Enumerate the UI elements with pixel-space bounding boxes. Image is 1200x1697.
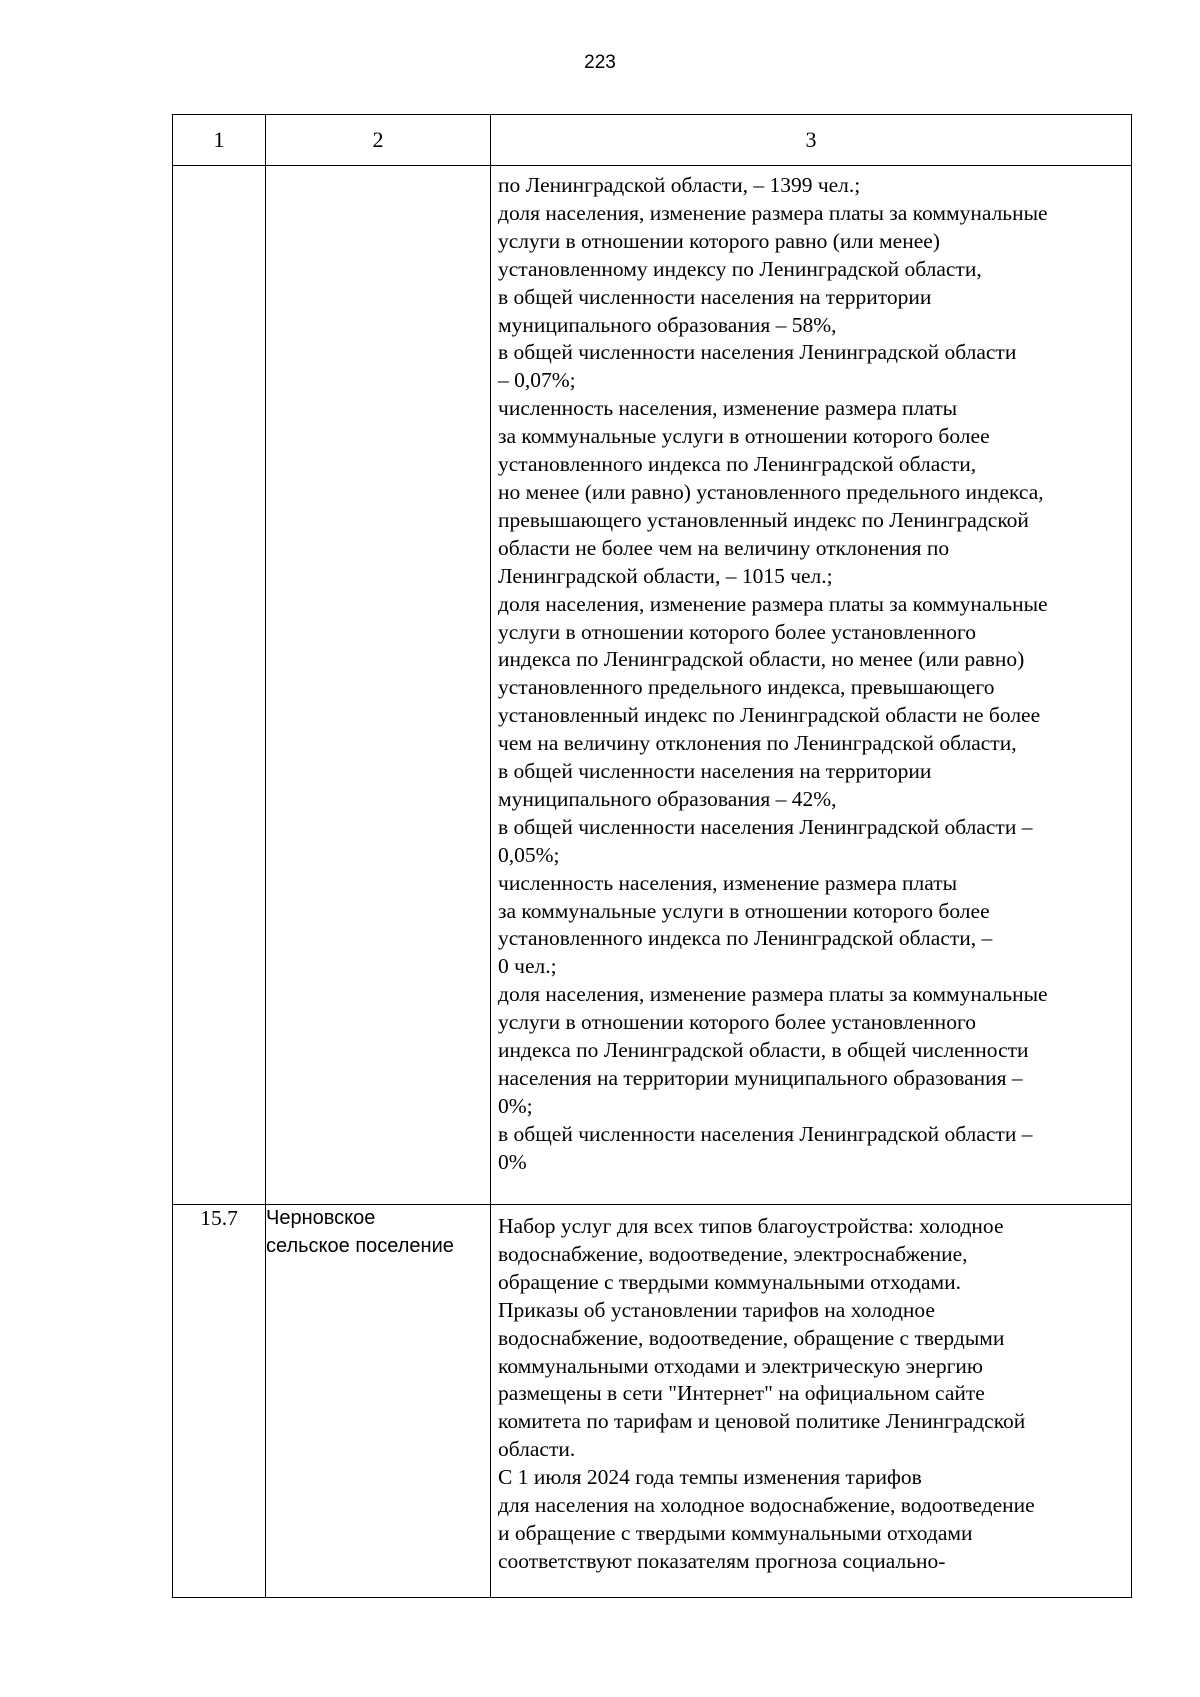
- text-line: муниципального образования – 58%,: [498, 312, 837, 337]
- text-line: в общей численности населения на территории: [498, 759, 932, 784]
- text-line: населения на территории муниципального образования –: [498, 1066, 1023, 1090]
- text-line: численность населения, изменение размера платы: [498, 396, 958, 421]
- table-header-row: [173, 115, 1132, 166]
- text-line: – 0,07%;: [498, 368, 576, 393]
- description-lines: [491, 1205, 1131, 1582]
- text-line: размещены в сети "Интернет" на официальном сайте: [498, 1381, 985, 1406]
- row-number: [173, 166, 266, 1205]
- text-line: в общей численности населения Ленинградской области –: [498, 1121, 1033, 1146]
- text-line: и обращение с твердыми коммунальными отходами: [498, 1520, 973, 1545]
- text-line: 0,05%;: [498, 842, 560, 867]
- text-line: за коммунальные услуги в отношении которого более: [498, 424, 990, 449]
- text-line: комитета по тарифам и ценовой политике Ленинградской: [498, 1409, 1026, 1434]
- text-line: доля населения, изменение размера платы за коммунальные: [498, 591, 1048, 616]
- text-line: услуги в отношении которого равно (или менее): [498, 228, 940, 253]
- text-line: 0%: [498, 1149, 527, 1174]
- text-line: для населения на холодное водоснабжение, водоотведение: [498, 1493, 1035, 1518]
- text-line: обращение с твердыми коммунальными отходами.: [498, 1269, 961, 1294]
- column-header-3: 3: [491, 115, 1132, 166]
- text-line: индекса по Ленинградской области, но менее (или равно): [498, 647, 1025, 672]
- text-line: доля населения, изменение размера платы за коммунальные: [498, 200, 1048, 225]
- text-line: чем на величину отклонения по Ленинградской области,: [498, 731, 1017, 756]
- text-line: Ленинградской области, – 1015 чел.;: [498, 563, 833, 588]
- text-line: превышающего установленный индекс по Ленинградской: [498, 507, 1029, 532]
- row-description: [491, 1205, 1132, 1598]
- text-line: водоснабжение, водоотведение, электроснабжение,: [498, 1241, 968, 1266]
- settlement-name-line: Черновское: [266, 1207, 376, 1229]
- text-line: водоснабжение, водоотведение, обращение с твердыми: [498, 1325, 1005, 1350]
- text-line: по Ленинградской области, – 1399 чел.;: [498, 173, 861, 197]
- text-line: но менее (или равно) установленного предельного индекса,: [498, 479, 1044, 504]
- column-header-2: 2: [266, 115, 491, 166]
- text-line: в общей численности населения Ленинградской области: [498, 340, 1017, 365]
- text-line: в общей численности населения Ленинградской области –: [498, 814, 1033, 839]
- row-description: [491, 166, 1132, 1205]
- text-line: установленного предельного индекса, превышающего: [498, 675, 995, 700]
- text-line: индекса по Ленинградской области, в общей численности: [498, 1038, 1029, 1063]
- text-line: установленного индекса по Ленинградской области, –: [498, 926, 993, 951]
- text-line: в общей численности населения на территории: [498, 284, 932, 309]
- page-number: 223: [584, 52, 616, 73]
- description-lines: [491, 166, 1131, 1183]
- table-row: [173, 166, 1132, 1205]
- text-line: 0%;: [498, 1093, 533, 1118]
- column-header-1: 1: [173, 115, 266, 166]
- settlement-name-line: сельское поселение: [266, 1234, 454, 1257]
- text-line: численность населения, изменение размера платы: [498, 870, 958, 895]
- text-line: коммунальными отходами и электрическую энергию: [498, 1353, 983, 1378]
- text-line: установленному индексу по Ленинградской области,: [498, 256, 982, 281]
- table-row: [173, 1205, 1132, 1598]
- text-line: услуги в отношении которого более установленного: [498, 1010, 976, 1035]
- row-settlement-name: [266, 1205, 491, 1598]
- text-line: установленный индекс по Ленинградской области не более: [498, 703, 1041, 728]
- text-line: Приказы об установлении тарифов на холодное: [498, 1297, 935, 1322]
- text-line: установленного индекса по Ленинградской области,: [498, 452, 977, 477]
- text-line: области.: [498, 1437, 576, 1462]
- row-number: 15.7: [173, 1205, 266, 1598]
- data-table: [172, 114, 1132, 1598]
- text-line: С 1 июля 2024 года темпы изменения тарифов: [498, 1465, 922, 1490]
- text-line: области не более чем на величину отклонения по: [498, 535, 950, 560]
- text-line: за коммунальные услуги в отношении которого более: [498, 898, 990, 923]
- text-line: услуги в отношении которого более установленного: [498, 619, 976, 644]
- text-line: 0 чел.;: [498, 954, 557, 979]
- text-line: Набор услуг для всех типов благоустройства: холодное: [498, 1214, 1004, 1238]
- text-line: соответствуют показателям прогноза социально-: [498, 1548, 946, 1573]
- row-settlement-name: [266, 166, 491, 1205]
- text-line: доля населения, изменение размера платы за коммунальные: [498, 982, 1048, 1007]
- text-line: муниципального образования – 42%,: [498, 786, 837, 811]
